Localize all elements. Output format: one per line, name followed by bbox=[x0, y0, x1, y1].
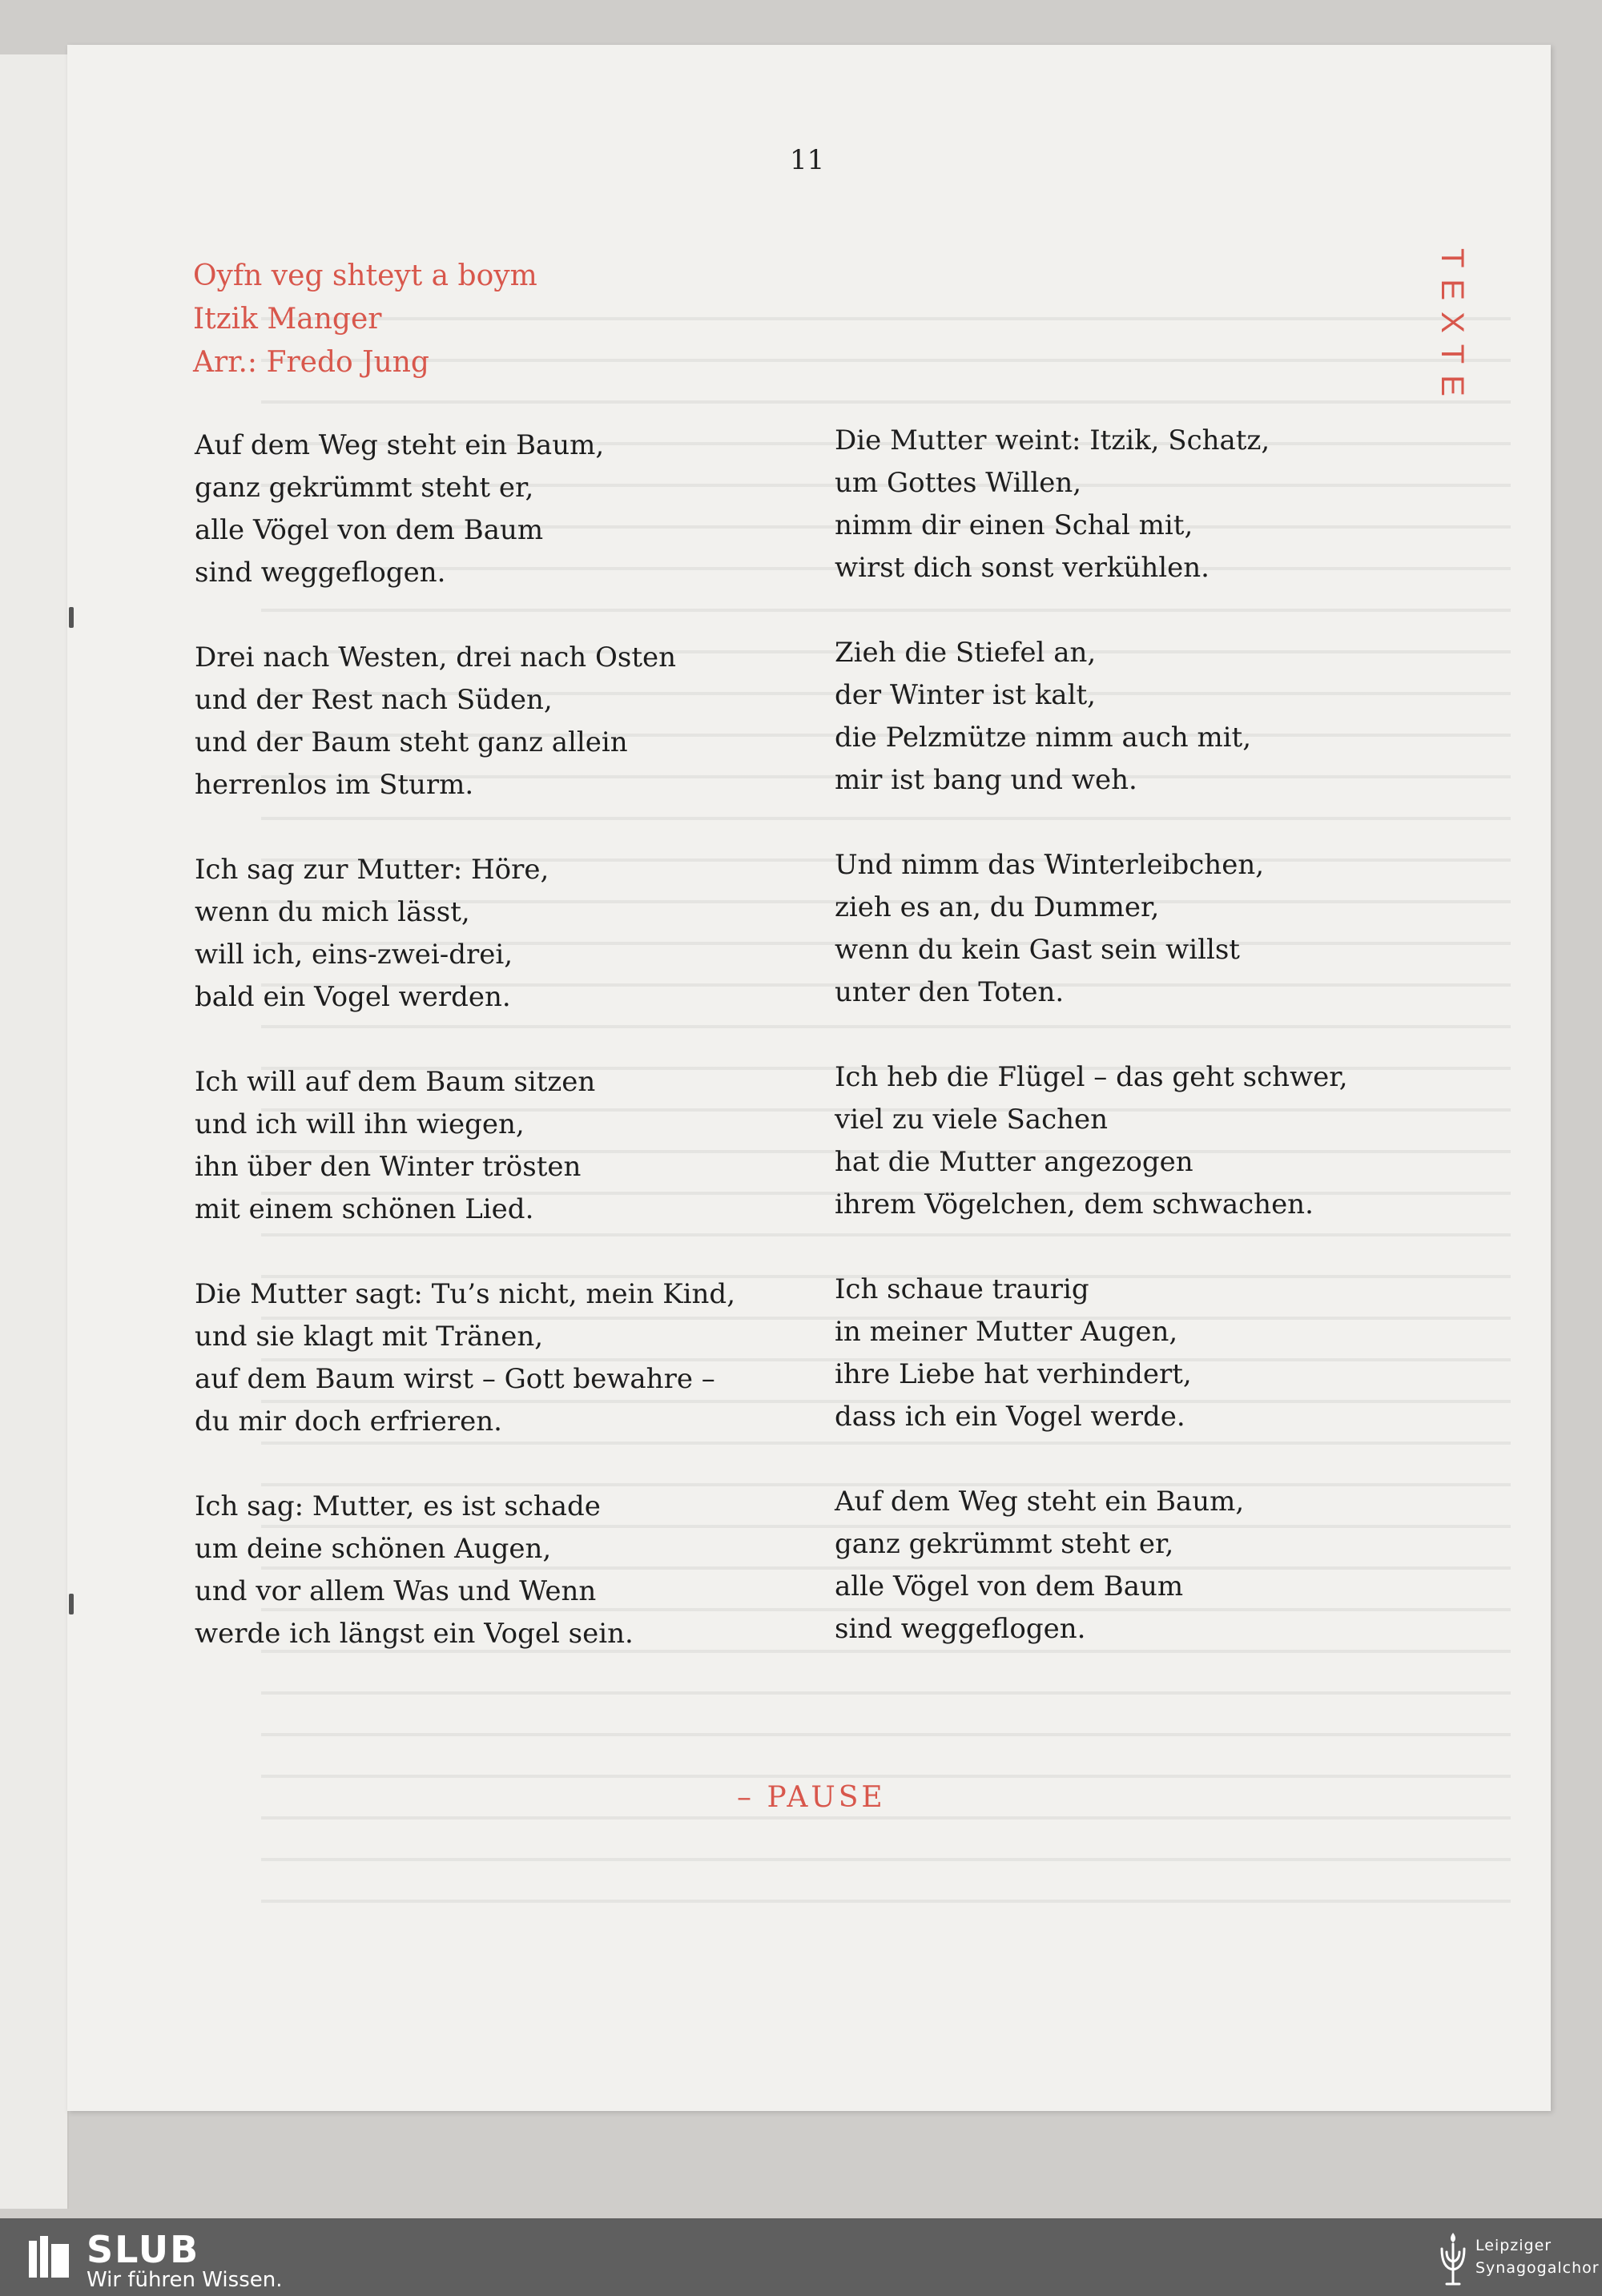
lyric-line: mir ist bang und weh. bbox=[835, 764, 1137, 796]
stanza bbox=[835, 844, 1459, 1014]
choir-name-line1: Leipziger bbox=[1475, 2237, 1552, 2254]
library-name[interactable]: SLUB bbox=[87, 2228, 200, 2271]
lyric-line: ihrem Vögelchen, dem schwachen. bbox=[835, 1188, 1314, 1220]
lyric-line: alle Vögel von dem Baum bbox=[195, 514, 544, 546]
lyric-line: will ich, eins-zwei-drei, bbox=[195, 939, 513, 971]
lyric-line: um deine schönen Augen, bbox=[195, 1533, 552, 1565]
lyric-line: Drei nach Westen, drei nach Osten bbox=[195, 641, 677, 674]
lyric-line: Ich sag zur Mutter: Höre, bbox=[195, 854, 549, 886]
staple bbox=[69, 1594, 74, 1614]
song-author: Itzik Manger bbox=[193, 303, 382, 336]
lyric-line: die Pelzmütze nimm auch mit, bbox=[835, 722, 1252, 754]
lyric-line: und vor allem Was und Wenn bbox=[195, 1575, 597, 1607]
lyric-line: Die Mutter sagt: Tu’s nicht, mein Kind, bbox=[195, 1278, 736, 1310]
stanza bbox=[835, 1481, 1459, 1651]
lyric-line: wenn du mich lässt, bbox=[195, 896, 470, 928]
stanza bbox=[195, 424, 819, 594]
stanza bbox=[835, 420, 1459, 589]
lyric-line: du mir doch erfrieren. bbox=[195, 1405, 502, 1438]
lyric-line: unter den Toten. bbox=[835, 976, 1065, 1008]
lyric-line: wirst dich sonst verkühlen. bbox=[835, 552, 1210, 584]
lyric-line: und ich will ihn wiegen, bbox=[195, 1108, 525, 1140]
lyric-line: ganz gekrümmt steht er, bbox=[195, 472, 534, 504]
lyric-line: bald ein Vogel werden. bbox=[195, 981, 511, 1013]
lyric-line: wenn du kein Gast sein willst bbox=[835, 934, 1240, 966]
choir-name-line2: Synagogalchor bbox=[1475, 2259, 1600, 2277]
stanza bbox=[835, 1056, 1459, 1226]
lyric-line: herrenlos im Sturm. bbox=[195, 769, 474, 801]
stanza bbox=[195, 849, 819, 1019]
lyric-line: und sie klagt mit Tränen, bbox=[195, 1321, 544, 1353]
lyric-line: viel zu viele Sachen bbox=[835, 1104, 1109, 1136]
staple bbox=[69, 607, 74, 628]
lyric-line: ganz gekrümmt steht er, bbox=[835, 1528, 1174, 1560]
section-label: TEXTE bbox=[1435, 248, 1470, 408]
lyric-line: in meiner Mutter Augen, bbox=[835, 1316, 1178, 1348]
lyric-line: mit einem schönen Lied. bbox=[195, 1193, 534, 1225]
lyric-line: um Gottes Willen, bbox=[835, 467, 1082, 499]
lyric-line: nimm dir einen Schal mit, bbox=[835, 509, 1193, 541]
lyric-line: sind weggeflogen. bbox=[835, 1613, 1086, 1645]
lyric-line: dass ich ein Vogel werde. bbox=[835, 1401, 1185, 1433]
lyrics-left-column bbox=[195, 424, 819, 1698]
stanza bbox=[195, 637, 819, 806]
lyric-line: Die Mutter weint: Itzik, Schatz, bbox=[835, 424, 1270, 456]
lyric-line: auf dem Baum wirst – Gott bewahre – bbox=[195, 1363, 715, 1395]
library-tagline: Wir führen Wissen. bbox=[87, 2268, 283, 2292]
book-stack-icon bbox=[27, 2233, 70, 2279]
lyrics-right-column bbox=[835, 420, 1459, 1693]
lyric-line: und der Rest nach Süden, bbox=[195, 684, 553, 716]
lyric-line: alle Vögel von dem Baum bbox=[835, 1570, 1184, 1602]
lyric-line: ihn über den Winter trösten bbox=[195, 1151, 582, 1183]
lyric-line: Ich schaue traurig bbox=[835, 1273, 1089, 1305]
left-page-edge bbox=[0, 54, 69, 2209]
lyric-line: hat die Mutter angezogen bbox=[835, 1146, 1193, 1178]
lyric-line: werde ich längst ein Vogel sein. bbox=[195, 1618, 634, 1650]
lyric-line: der Winter ist kalt, bbox=[835, 679, 1096, 711]
lyric-line: zieh es an, du Dummer, bbox=[835, 891, 1160, 923]
page-number: 11 bbox=[790, 144, 825, 176]
lyric-line: Ich will auf dem Baum sitzen bbox=[195, 1066, 596, 1098]
lyric-line: ihre Liebe hat verhindert, bbox=[835, 1358, 1192, 1390]
song-arranger: Arr.: Fredo Jung bbox=[193, 346, 429, 379]
lyric-line: Auf dem Weg steht ein Baum, bbox=[835, 1486, 1245, 1518]
lyric-line: Ich heb die Flügel – das geht schwer, bbox=[835, 1061, 1348, 1093]
lyric-line: und der Baum steht ganz allein bbox=[195, 726, 628, 758]
stanza bbox=[835, 1269, 1459, 1438]
song-header bbox=[193, 255, 537, 384]
pause-label: – PAUSE bbox=[737, 1781, 886, 1814]
lyric-line: sind weggeflogen. bbox=[195, 557, 446, 589]
stanza bbox=[195, 1273, 819, 1443]
lyric-line: Auf dem Weg steht ein Baum, bbox=[195, 429, 605, 461]
lyric-line: Und nimm das Winterleibchen, bbox=[835, 849, 1265, 881]
stanza bbox=[195, 1061, 819, 1231]
lyric-line: Ich sag: Mutter, es ist schade bbox=[195, 1490, 601, 1522]
stanza bbox=[835, 632, 1459, 802]
choir-name[interactable] bbox=[1475, 2234, 1600, 2279]
menorah-icon bbox=[1437, 2230, 1469, 2287]
stanza bbox=[195, 1486, 819, 1655]
footer-bar bbox=[0, 2218, 1602, 2296]
song-title: Oyfn veg shteyt a boym bbox=[193, 259, 537, 292]
lyric-line: Zieh die Stiefel an, bbox=[835, 637, 1097, 669]
